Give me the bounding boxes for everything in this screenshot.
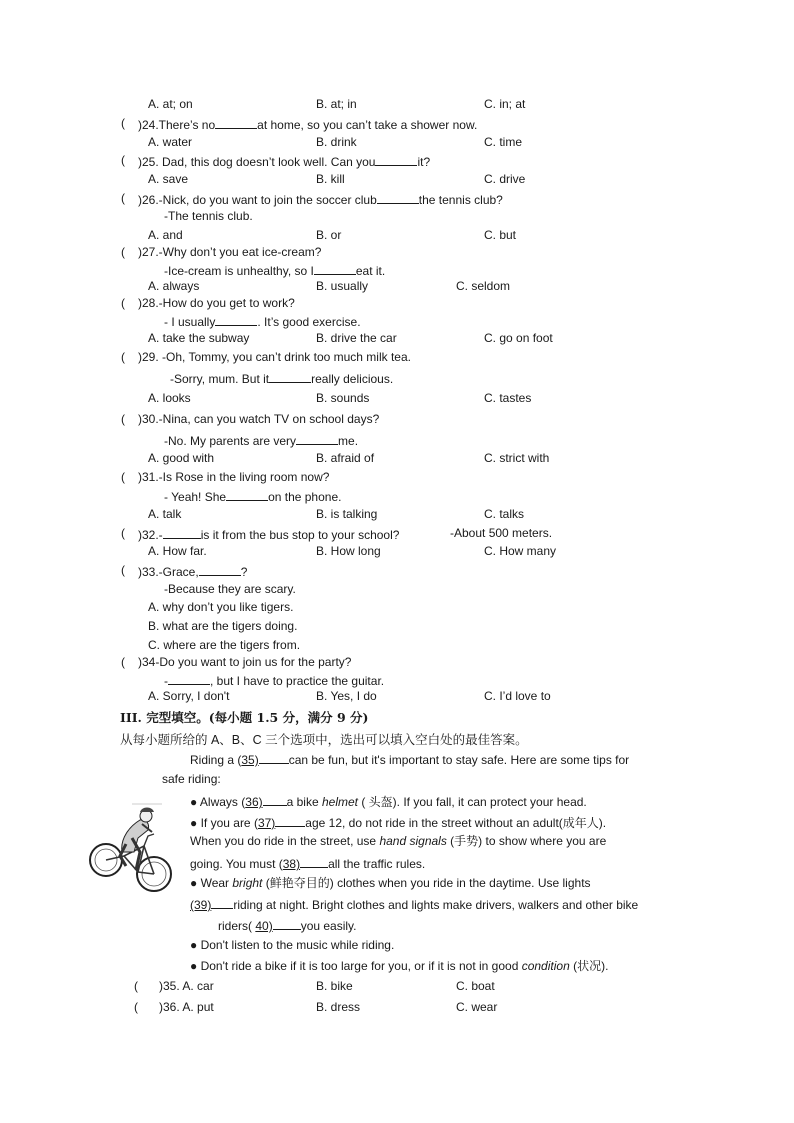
- q24-paren: (: [121, 116, 125, 130]
- q34-option-b: B. Yes, I do: [316, 689, 377, 703]
- q27-option-c: C. seldom: [456, 279, 511, 293]
- q26-stem: )26.-Nick, do you want to join the soccer club the tennis club?: [138, 193, 503, 207]
- tip-helmet: ● Always (36) a bike helmet ( 头盔). If you fall, it can protect your head.: [190, 795, 587, 809]
- q24-stem: )24.There’s no at home, so you can’t take a shower now.: [138, 118, 478, 132]
- q23-option-a: A. at; on: [148, 97, 193, 111]
- q34-paren: (: [121, 655, 125, 669]
- q25-stem: )25. Dad, this dog doesn’t look well. Can you it?: [138, 155, 431, 169]
- tip-age-line-3: going. You must (38) all the traffic rules.: [190, 857, 426, 871]
- q31-option-b: B. is talking: [316, 507, 378, 521]
- q30-stem: )30.-Nina, can you watch TV on school days?: [138, 412, 380, 426]
- q30-option-c: C. strict with: [484, 451, 550, 465]
- q32-reply: -About 500 meters.: [450, 526, 553, 540]
- q25-option-c: C. drive: [484, 172, 526, 186]
- q30-option-b: B. afraid of: [316, 451, 375, 465]
- q33-paren: (: [121, 563, 125, 577]
- q28-option-a: A. take the subway: [148, 331, 250, 345]
- q34-blank[interactable]: [168, 672, 210, 685]
- tip-age: ● If you are (37) age 12, do not ride in the street without an adult(成年人).: [190, 816, 607, 830]
- passage-line-2: safe riding:: [162, 772, 221, 786]
- tip-music: ● Don't listen to the music while riding.: [190, 938, 395, 952]
- q33-option-b: B. what are the tigers doing.: [148, 619, 298, 633]
- q29-blank[interactable]: [269, 370, 311, 383]
- section-heading: III. 完型填空。(每小题 1.5 分，满分 9 分): [120, 710, 369, 725]
- q32-blank[interactable]: [163, 526, 201, 539]
- tip-bright-line-3: riders( 40) you easily.: [218, 919, 357, 933]
- q27-paren: (: [121, 245, 125, 259]
- q29-option-b: B. sounds: [316, 391, 370, 405]
- q27-blank[interactable]: [314, 262, 356, 275]
- q24-option-b: B. drink: [316, 135, 357, 149]
- q25-option-b: B. kill: [316, 172, 345, 186]
- passage-line-1: Riding a (35) can be fun, but it's important to stay safe. Here are some tips for: [190, 753, 630, 767]
- q24-option-a: A. water: [148, 135, 193, 149]
- q30-paren: (: [121, 412, 125, 426]
- q32-paren: (: [121, 526, 125, 540]
- tip-size: ● Don't ride a bike if it is too large for you, or if it is not in good condition (状况).: [190, 959, 609, 973]
- q32-stem: )32.- is it from the bus stop to your school?: [138, 528, 400, 542]
- cyclist-illustration: [86, 798, 178, 898]
- q31-stem: )31.-Is Rose in the living room now?: [138, 470, 330, 484]
- q35-option-a: )35. A. car: [159, 979, 214, 993]
- q31-option-c: C. talks: [484, 507, 525, 521]
- tip-bright-line-2: (39) riding at night. Bright clothes and lights make drivers, walkers and other bike: [190, 898, 639, 912]
- q33-stem: )33.-Grace, ?: [138, 565, 248, 579]
- q33-reply: -Because they are scary.: [164, 582, 296, 596]
- q30-reply: -No. My parents are very me.: [164, 434, 359, 448]
- q23-option-b: B. at; in: [316, 97, 357, 111]
- q29-option-c: C. tastes: [484, 391, 532, 405]
- q27-reply: -Ice-cream is unhealthy, so I eat it.: [164, 264, 386, 278]
- q26-option-c: C. but: [484, 228, 517, 242]
- q25-blank[interactable]: [375, 153, 417, 166]
- q31-blank[interactable]: [226, 488, 268, 501]
- q31-option-a: A. talk: [148, 507, 182, 521]
- q36-option-b: B. dress: [316, 1000, 361, 1014]
- q34-reply: - , but I have to practice the guitar.: [164, 674, 385, 688]
- q29-reply: -Sorry, mum. But it really delicious.: [170, 372, 394, 386]
- q23-option-c: C. in; at: [484, 97, 526, 111]
- q25-option-a: A. save: [148, 172, 189, 186]
- q25-paren: (: [121, 153, 125, 167]
- q28-blank[interactable]: [215, 313, 257, 326]
- q35-paren: (: [134, 979, 138, 993]
- q29-option-a: A. looks: [148, 391, 191, 405]
- q26-blank[interactable]: [377, 191, 419, 204]
- q26-option-a: A. and: [148, 228, 183, 242]
- section-instruction: 从每小题所给的 A、B、C 三个选项中，选出可以填入空白处的最佳答案。: [120, 733, 528, 747]
- q28-option-c: C. go on foot: [484, 331, 553, 345]
- q30-blank[interactable]: [296, 432, 338, 445]
- q28-option-b: B. drive the car: [316, 331, 397, 345]
- q28-reply: - I usually . It’s good exercise.: [164, 315, 361, 329]
- q27-stem: )27.-Why don’t you eat ice-cream?: [138, 245, 322, 259]
- q35-option-c: C. boat: [456, 979, 495, 993]
- q34-option-c: C. I’d love to: [484, 689, 551, 703]
- q28-paren: (: [121, 296, 125, 310]
- q36-paren: (: [134, 1000, 138, 1014]
- q31-paren: (: [121, 470, 125, 484]
- q26-reply: -The tennis club.: [164, 209, 253, 223]
- q36-option-c: C. wear: [456, 1000, 498, 1014]
- q31-reply: - Yeah! She on the phone.: [164, 490, 342, 504]
- q28-stem: )28.-How do you get to work?: [138, 296, 295, 310]
- q33-option-c: C. where are the tigers from.: [148, 638, 301, 652]
- q36-option-a: )36. A. put: [159, 1000, 214, 1014]
- q30-option-a: A. good with: [148, 451, 215, 465]
- q27-option-a: A. always: [148, 279, 200, 293]
- q26-paren: (: [121, 191, 125, 205]
- q32-option-b: B. How long: [316, 544, 381, 558]
- q26-option-b: B. or: [316, 228, 342, 242]
- q29-paren: (: [121, 350, 125, 364]
- tip-bright: ● Wear bright (鲜艳夺目的) clothes when you ride in the daytime. Use lights: [190, 876, 591, 890]
- q24-blank[interactable]: [215, 116, 257, 129]
- q27-option-b: B. usually: [316, 279, 369, 293]
- q32-option-c: C. How many: [484, 544, 557, 558]
- q32-option-a: A. How far.: [148, 544, 207, 558]
- q33-blank[interactable]: [199, 563, 241, 576]
- q24-option-c: C. time: [484, 135, 523, 149]
- q34-option-a: A. Sorry, I don't: [148, 689, 230, 703]
- tip-age-line-2: When you do ride in the street, use hand signals (手势) to show where you are: [190, 834, 607, 848]
- q35-option-b: B. bike: [316, 979, 353, 993]
- q34-stem: )34-Do you want to join us for the party?: [138, 655, 352, 669]
- q33-option-a: A. why don’t you like tigers.: [148, 600, 294, 614]
- q29-stem: )29. -Oh, Tommy, you can’t drink too much milk tea.: [138, 350, 411, 364]
